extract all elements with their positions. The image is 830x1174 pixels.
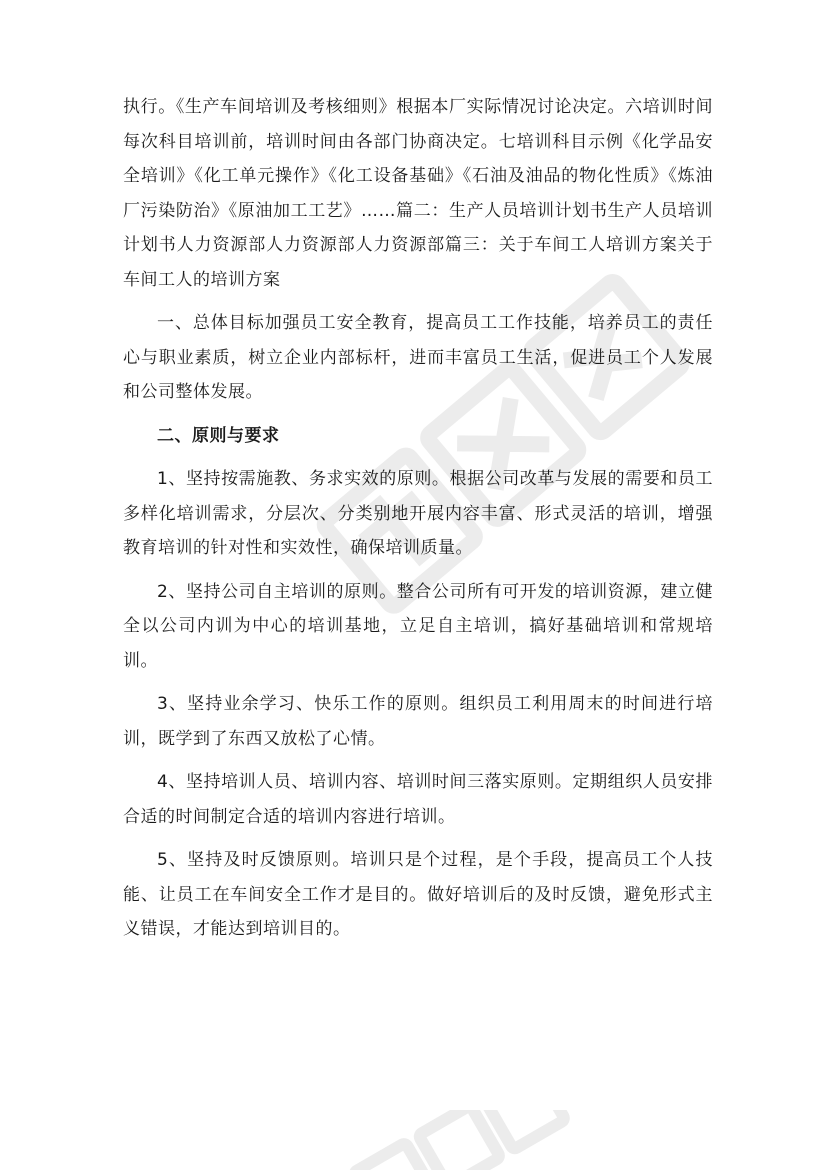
section-heading-principles: 二、原则与要求 <box>157 425 280 446</box>
document-body <box>123 90 713 947</box>
paragraph-principle-3: 3、坚持业余学习、快乐工作的原则。组织员工利用周末的时间进行培训，既学到了东西又放松了心情。 <box>123 694 713 749</box>
paragraph-principle-1: 1、坚持按需施教、务求实效的原则。根据公司改革与发展的需要和员工多样化培训需求，分层次、分类别地开展内容丰富、形式灵活的培训，增强教育培训的针对性和实效性，确保培训质量。 <box>123 469 713 558</box>
paragraph-principle-5: 5、坚持及时反馈原则。培训只是个过程，是个手段，提高员工个人技能、让员工在车间安全工作才是目的。做好培训后的及时反馈，避免形式主义错误，才能达到培训目的。 <box>123 850 713 939</box>
paragraph-principle-2: 2、坚持公司自主培训的原则。整合公司所有可开发的培训资源，建立健全以公司内训为中心的培训基地，立足自主培训，搞好基础培训和常规培训。 <box>123 581 713 671</box>
paragraph-intro: 执行。《生产车间培训及考核细则》根据本厂实际情况讨论决定。六培训时间每次科目培训前，培训时间由各部门协商决定。七培训科目示例《化学品安全培训》《化工单元操作》《化工设备基础》《石油及油品的物化性质》《炼油厂污染防治》《原油加工工艺》……篇二：生产人员培训计划书生产人员培训计划书人力资源部人力资源部人力资源部篇三：关于车间工人培训方案关于车间工人的培训方案 <box>123 97 713 290</box>
paragraph-goal: 一、总体目标加强员工安全教育，提高员工工作技能，培养员工的责任心与职业素质，树立企业内部标杆，进而丰富员工生活，促进员工个人发展和公司整体发展。 <box>123 313 713 402</box>
watermark-logo-bottom <box>330 1110 570 1170</box>
paragraph-principle-4: 4、坚持培训人员、培训内容、培训时间三落实原则。定期组织人员安排合适的时间制定合适的培训内容进行培训。 <box>123 772 713 827</box>
